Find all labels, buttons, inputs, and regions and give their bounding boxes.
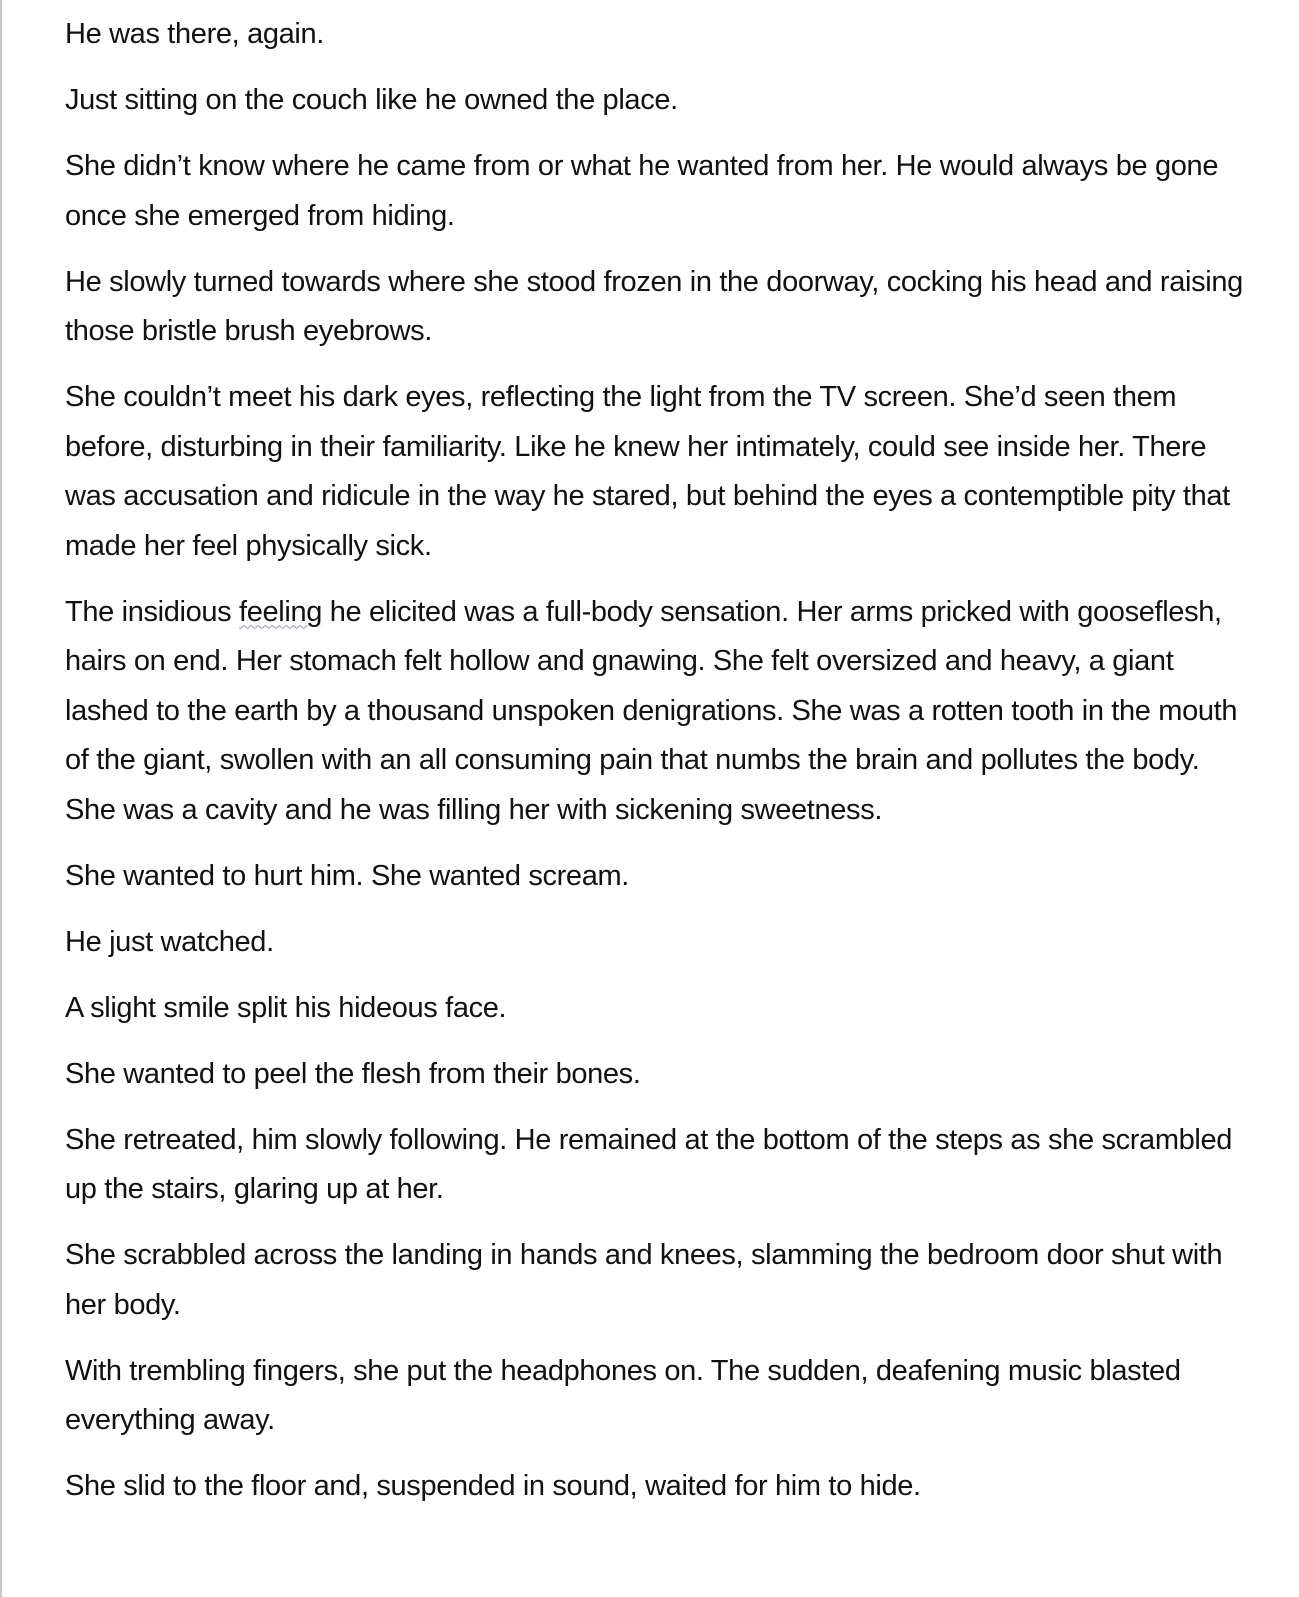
paragraph-14: She slid to the floor and, suspended in sound, waited for him to hide. xyxy=(65,1470,921,1502)
paragraph-11: She retreated, him slowly following. He remained at the bottom of the steps as she scrambled up the stairs, glaring up at her. xyxy=(65,1123,1233,1205)
paragraph-6 xyxy=(65,588,1255,836)
paragraph-2: Just sitting on the couch like he owned the place. xyxy=(65,84,678,116)
paragraph-12: She scrabbled across the landing in hands and knees, slamming the bedroom door shut with her body. xyxy=(65,1239,1223,1321)
paragraph-10: She wanted to peel the flesh from their bones. xyxy=(65,1057,641,1090)
paragraph-3: She didn’t know where he came from or what he wanted from her. He would always be gone once she emerged from hiding. xyxy=(65,150,1219,232)
paragraph-6-lead: The insidious xyxy=(65,595,240,628)
paragraph-1: He was there, again. xyxy=(65,18,324,50)
paragraph-13: With trembling fingers, she put the headphones on. The sudden, deafening music blasted everything away. xyxy=(65,1354,1181,1436)
page-edge-divider xyxy=(0,0,2,1597)
spellcheck-flagged-word[interactable]: feeling xyxy=(239,595,323,628)
paragraph-8: He just watched. xyxy=(65,925,274,958)
paragraph-4: He slowly turned towards where she stood frozen in the doorway, cocking his head and raising those bristle brush eyebrows. xyxy=(65,265,1243,347)
paragraph-6-rest: he elicited was a full-body sensation. Her arms pricked with gooseflesh, hairs on end. Her stomach felt hollow and gnawing. She felt oversized and heavy, a giant lashed to the earth by a thousand unspoken denigrations. She was a rotten tooth in the mouth of the giant, swollen with an all consuming pain that numbs the brain and pollutes the body. She was a cavity and he was filling her with sickening sweetness. xyxy=(65,595,1238,826)
paragraph-9: A slight smile split his hideous face. xyxy=(65,991,507,1024)
paragraph-5: She couldn’t meet his dark eyes, reflecting the light from the TV screen. She’d seen them before, disturbing in their familiarity. Like he knew her intimately, could see inside her. There was accusation and ridicule in the way he stared, but behind the eyes a contemptible pity that made her feel physically sick. xyxy=(65,381,1230,562)
paragraph-7: She wanted to hurt him. She wanted scream. xyxy=(65,859,629,892)
document-body[interactable] xyxy=(65,10,1255,1528)
